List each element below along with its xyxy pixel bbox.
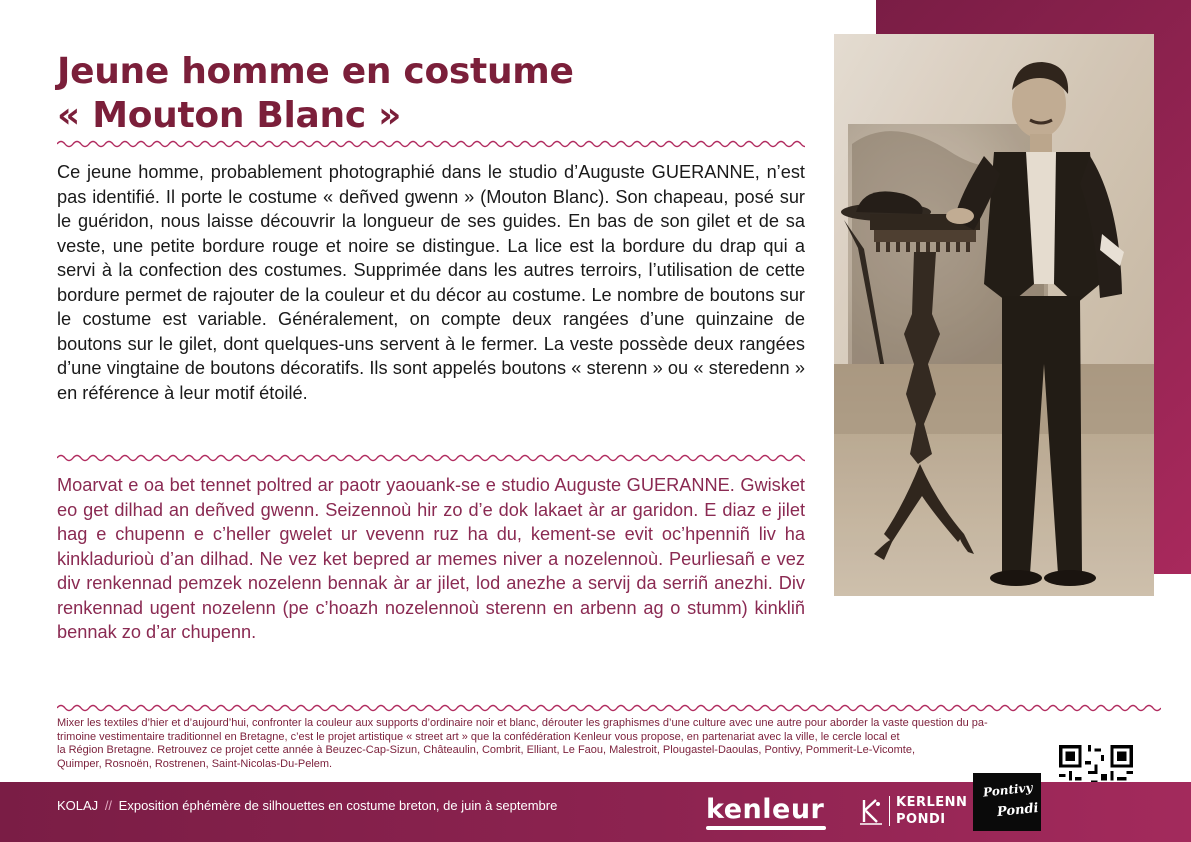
wavy-divider-middle	[57, 452, 805, 464]
wavy-divider-bottom	[57, 702, 1161, 714]
footnote-line: Quimper, Rosnoën, Rostrenen, Saint-Nicolas-Du-Pelem.	[57, 757, 333, 770]
pontivy-logo-line1: Pontivy	[982, 780, 1034, 800]
kenleur-logo-underline	[706, 826, 826, 830]
kerlenn-logo-line2: PONDI	[896, 812, 946, 827]
footnote-line: Mixer les textiles d’hier et d’aujourd’hui, confronter la couleur aux supports d’ordinaire noir et blanc, dérouter les graphismes d’une culture avec une autre pour aborder la vaste question du pa-	[57, 717, 988, 729]
project-footnote	[57, 717, 1167, 771]
kerlenn-divider	[889, 796, 890, 826]
page-title	[57, 50, 574, 138]
pontivy-logo-line2: Pondi	[996, 800, 1040, 821]
kerlenn-emblem-icon	[858, 796, 884, 826]
footer-tagline: Exposition éphémère de silhouettes en costume breton, de juin à septembre	[118, 798, 558, 813]
vintage-portrait-photo	[834, 34, 1154, 596]
footer-caption	[57, 798, 557, 813]
kerlenn-pondi-logo	[896, 794, 967, 828]
kerlenn-logo-line1: KERLENN	[896, 795, 968, 810]
pontivy-pondi-logo	[973, 773, 1041, 831]
breton-description: Moarvat e oa bet tennet poltred ar paotr yaouank-se e studio Auguste GUERANNE. Gwisket eo get dilhad an deñved gwenn. Seizennoù hir zo d’e dok lakaet àr ar garidon. E diaz e jilet hag e chupenn e c’heller gwelet ur vevenn ruz ha du, kement-se evit oc’hpenniñ liv ha kinkladurioù d’an dilhad. Ne vez ket bepred ar memes niver a nozelennoù. Peurliesañ e vez div renkennad pemzek nozelenn bennak àr ar jilet, lod anezhe a servij da serriñ anezhi. Div renkennad ugent nozelenn (pe c’hoazh nozelennoù sterenn en arbenn ag o stumm) kinkliñ bennak zo d’ar chupenn.	[57, 475, 805, 642]
footer-bar	[0, 782, 1191, 842]
footnote-line: la Région Bretagne. Retrouvez ce projet cette année à Beuzec-Cap-Sizun, Châteaulin, Combrit, Elliant, Le Faou, Malestroit, Plougastel-Daoulas, Pontivy, Pommerit-Le-Vicomte,	[57, 744, 916, 757]
footnote-line: trimoine vestimentaire traditionnel en Bretagne, c’est le projet artistique « street art » que la confédération Kenleur vous propose, en partenariat avec la ville, le cercle local et	[57, 730, 900, 743]
portrait-photo	[834, 34, 1154, 596]
wavy-divider-top	[57, 138, 805, 150]
title-line-2: « Mouton Blanc »	[57, 95, 402, 136]
french-description: Ce jeune homme, probablement photographié dans le studio d’Auguste GUERANNE, n’est pas identifié. Il porte le costume « deñved gwenn » (Mouton Blanc). Son chapeau, posé sur le guéridon, nous laisse découvrir la longueur de ses guides. En bas de son gilet et de sa veste, une petite bordure rouge et noire se distingue. La lice est la bordure du drap qui a servi à la confection des costumes. Supprimée dans les autres terroirs, l’utilisation de cette bordure permet de rajouter de la couleur et du décor au costume. Le nombre de boutons sur le costume est variable. Généralement, on compte deux rangées d’une quinzaine de boutons sur le gilet, dont quelques-uns servent à le fermer. La veste possède deux rangées d’une vingtaine de boutons décoratifs. Ils sont appelés boutons « sterenn » ou « steredenn » en référence à leur motif étoilé.	[57, 162, 805, 403]
kenleur-logo: kenleur	[706, 794, 825, 825]
title-line-1: Jeune homme en costume	[57, 51, 574, 92]
project-name: KOLAJ	[57, 798, 99, 813]
footer-separator: //	[104, 798, 113, 813]
